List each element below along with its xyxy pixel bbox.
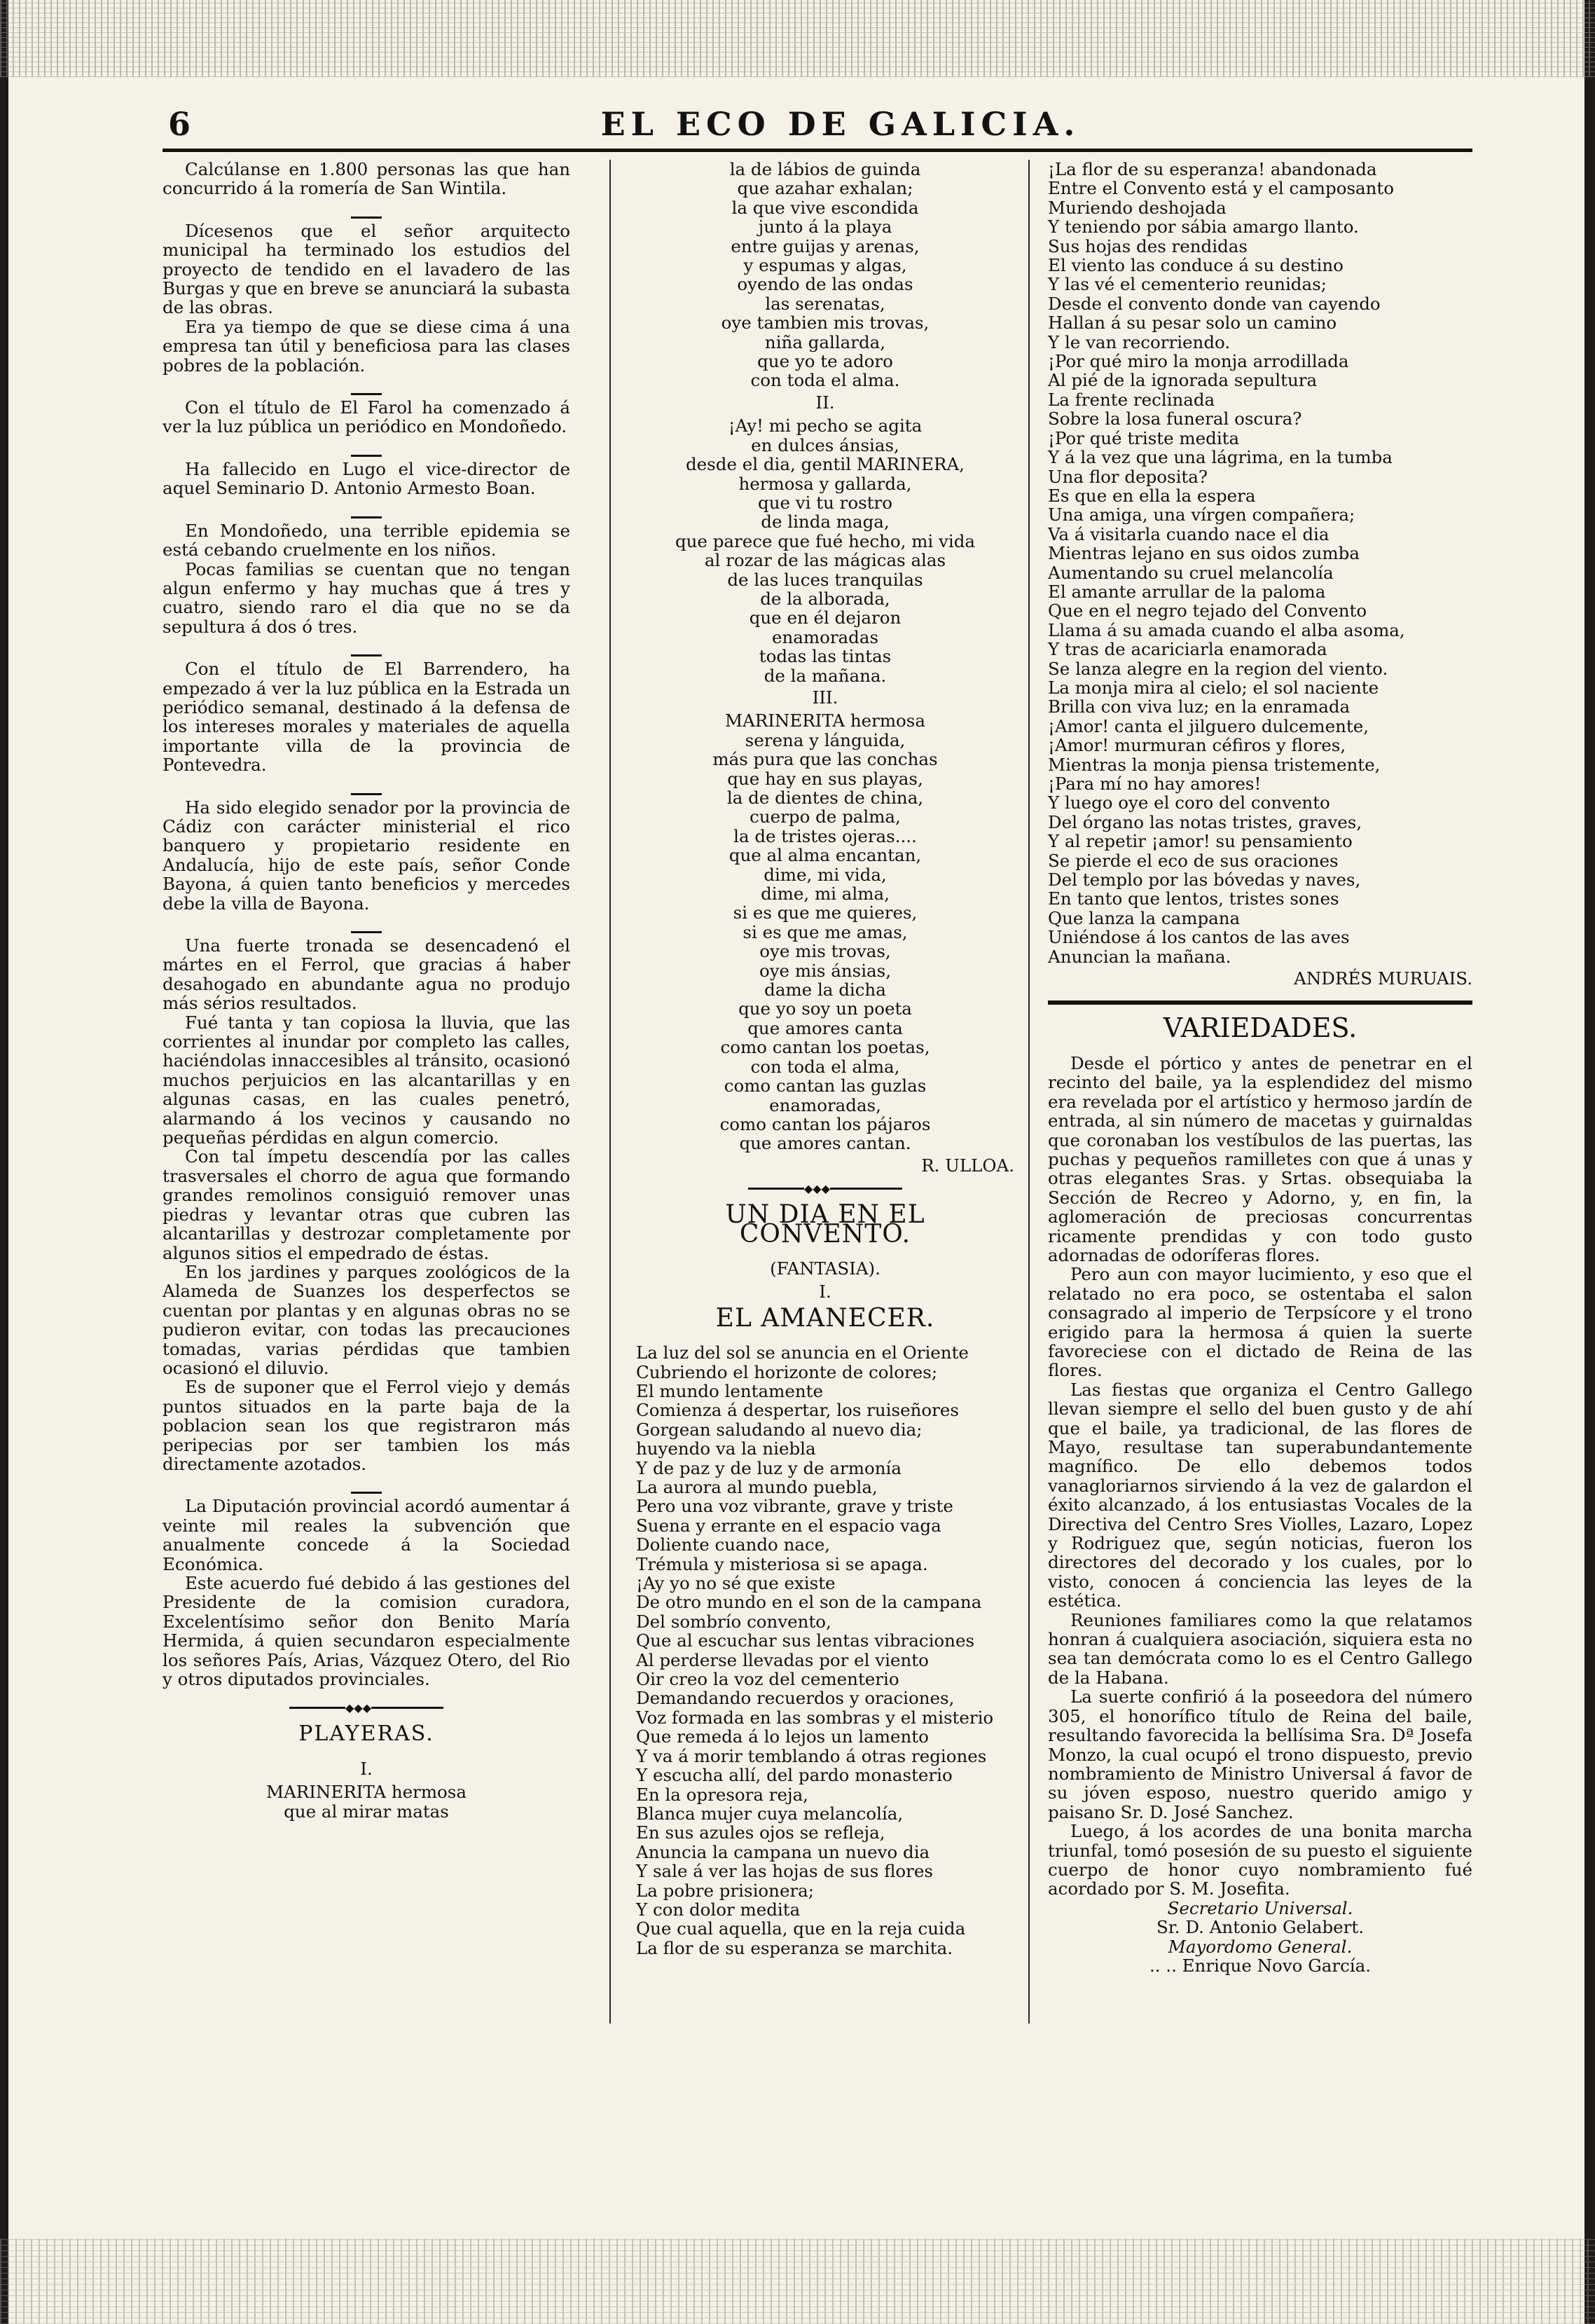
news-paragraph: Era ya tiempo de que se diese cima á una empresa tan útil y beneficiosa para las clases pobres de la población. bbox=[163, 316, 570, 376]
news-paragraph: Pero aun con mayor lucimiento, y eso que el relatado no era poco, se ostentaba el salon consagrado al imperio de Terpsícore y el trono erigido para la hermosa á quien la suerte favoreciese con el dictado de Reina de las flores. bbox=[1048, 1264, 1472, 1381]
closing-line: .. .. Enrique Novo García. bbox=[1149, 1955, 1372, 1976]
poem-line: MARINERITA hermosa bbox=[725, 710, 925, 731]
poem-line: Anuncia la campana un nuevo dia bbox=[636, 1841, 930, 1862]
poem-line: las serenatas, bbox=[765, 293, 885, 314]
news-paragraph: Ha sido elegido senador por la provincia de Cádiz con carácter ministerial el rico banquero y propietario residente en Andalucía, hijo de este país, señor Conde Bayona, á quien tanto beneficios y mercedes debe la villa de Bayona. bbox=[163, 797, 570, 914]
separator bbox=[351, 931, 382, 933]
poem-line: De otro mundo en el son de la campana bbox=[636, 1592, 982, 1613]
poem-line: junto á la playa bbox=[758, 216, 892, 238]
poem-line: de la alborada, bbox=[760, 588, 890, 609]
news-paragraph: Con tal ímpetu descendía por las calles trasversales el chorro de agua que formando grandes remolinos consiguió remover unas piedras y levantar otras que cubren las alcantarillas y destrozar completamente por algunos sitios el empedrado de éstas. bbox=[163, 1146, 570, 1263]
poem-line: Se lanza alegre en la region del viento. bbox=[1048, 658, 1388, 679]
column-2 bbox=[636, 160, 1014, 1958]
poem-line: Doliente cuando nace, bbox=[636, 1534, 830, 1555]
poem-line: oye tambien mis trovas, bbox=[721, 312, 930, 334]
poem-line: Suena y errante en el espacio vaga bbox=[636, 1515, 941, 1536]
poem-line: con toda el alma, bbox=[750, 1056, 900, 1077]
poem-line: Que cual aquella, que en la reja cuida bbox=[636, 1918, 966, 1939]
news-paragraph: Es de suponer que el Ferrol viejo y demás puntos situados en la parte baja de la poblacion sean los que registraron más peripecias por ser tambien los más directamente azotados. bbox=[163, 1377, 570, 1474]
poem-line: oyendo de las ondas bbox=[737, 274, 913, 295]
poem-line: Una amiga, una vírgen compañera; bbox=[1048, 504, 1355, 525]
poem-line: Uniéndose á los cantos de las aves bbox=[1048, 927, 1350, 948]
scan-edge-left bbox=[0, 0, 8, 2324]
poem-line: Sus hojas des rendidas bbox=[1048, 235, 1248, 256]
poem-line: hermosa y gallarda, bbox=[738, 473, 912, 494]
poem-line: que parece que fué hecho, mi vida bbox=[675, 530, 976, 551]
news-paragraph: Este acuerdo fué debido á las gestiones del Presidente de la comision curadora, Excelentísimo señor don Benito María Hermida, á quien secundaron especialmente los señores País, Arias, Vázquez Otero, del Rio y otros diputados provinciales. bbox=[163, 1573, 570, 1690]
poem-line: la de tristes ojeras.... bbox=[733, 825, 917, 846]
poem-line: Y con dolor medita bbox=[636, 1899, 801, 1920]
poem-line: al rozar de las mágicas alas bbox=[704, 550, 946, 571]
scan-noise-top bbox=[0, 0, 1595, 77]
poem-line: Y sale á ver las hojas de sus flores bbox=[636, 1861, 933, 1882]
poem-line: Que en el negro tejado del Convento bbox=[1048, 600, 1367, 621]
poem-part-number: I. bbox=[360, 1758, 373, 1779]
poem-line: todas las tintas bbox=[759, 646, 892, 667]
poem-line: La flor de su esperanza se marchita. bbox=[636, 1937, 953, 1958]
poem-line: Brilla con viva luz; en la enramada bbox=[1048, 696, 1351, 717]
news-paragraph: Dícesenos que el señor arquitecto municipal ha terminado los estudios del proyecto de tendido en el lavadero de las Burgas y que en breve se anunciará la subasta de las obras. bbox=[163, 220, 570, 318]
news-paragraph: Una fuerte tronada se desencadenó el mártes en el Ferrol, que gracias á haber desahogado en abundante agua no produjo más sérios resultados. bbox=[163, 935, 570, 1014]
poem-continuation bbox=[1048, 160, 1472, 966]
poem-line: que al alma encantan, bbox=[729, 845, 922, 866]
poem-line: la de lábios de guinda bbox=[729, 159, 921, 179]
poem-line: Sobre la losa funeral oscura? bbox=[1048, 408, 1302, 429]
closing-line: Mayordomo General. bbox=[1168, 1936, 1353, 1957]
poem-line: la de dientes de china, bbox=[726, 788, 924, 808]
section-title-playeras: PLAYERAS. bbox=[298, 1721, 434, 1747]
header-rule bbox=[163, 149, 1472, 152]
poem-line: como cantan los pájaros bbox=[719, 1113, 931, 1134]
poem-line: cuerpo de palma, bbox=[750, 806, 901, 827]
poem-line: En la opresora reja, bbox=[636, 1784, 808, 1805]
poem-line: que yo te adoro bbox=[757, 351, 893, 372]
section-title-variedades: VARIEDADES. bbox=[1048, 1001, 1472, 1038]
poem-line: Y las vé el cementerio reunidas; bbox=[1048, 274, 1327, 295]
news-paragraph: Ha fallecido en Lugo el vice-director de aquel Seminario D. Antonio Armesto Boan. bbox=[163, 458, 570, 499]
poem-stanza-2 bbox=[636, 416, 1014, 685]
scan-edge-right bbox=[1584, 0, 1595, 2324]
poem-line: con toda el alma. bbox=[750, 370, 900, 391]
poem-line: Una flor deposita? bbox=[1048, 466, 1208, 487]
poem-line: ¡Ay yo no sé que existe bbox=[636, 1573, 836, 1594]
column-1 bbox=[163, 160, 570, 1821]
news-paragraph: Las fiestas que organiza el Centro Gallego llevan siempre el sello del buen gusto y de ahí que el baile, ya tradicional, de las flores de Mayo, resultase tan superabundantemente magnífico. De ello debemos todos vanagloriarnos sirviendo á la vez de galardon el éxito alcanzado, á los entusiastas Vocales de la Directiva del Centro Sres Violles, Lazaro, Lopez y Rodriguez que, según noticias, fueron los directores del decorado y los cuales, por lo visto, conocen á conciencia las leyes de la estética. bbox=[1048, 1379, 1472, 1611]
news-paragraph: La suerte confirió á la poseedora del número 305, el honorífico título de Reina del baile, resultando favorecida la bellísima Sra. Dª Josefa Monzo, la cual ocupó el trono dispuesto, previo nombramiento de Ministro Universal á favor de su jóven esposo, nuestro querido amigo y paisano Sr. D. José Sanchez. bbox=[1048, 1686, 1472, 1822]
poem-line: ¡Ay! mi pecho se agita bbox=[728, 415, 923, 436]
poem-line: El mundo lentamente bbox=[636, 1380, 823, 1401]
poem-line: desde el dia, gentil MARINERA, bbox=[686, 454, 965, 475]
poem-line: enamoradas, bbox=[769, 1094, 881, 1115]
separator bbox=[351, 455, 382, 457]
poem-line: Y le van recorriendo. bbox=[1048, 331, 1231, 352]
poem-part-number: I. bbox=[819, 1281, 831, 1302]
poem-line: niña gallarda, bbox=[764, 331, 886, 352]
poem-stanza-3 bbox=[636, 711, 1014, 1153]
poem-line: Del templo por las bóvedas y naves, bbox=[1048, 869, 1361, 891]
poem-line: Que remeda á lo lejos un lamento bbox=[636, 1726, 929, 1747]
poem-line: oye mis ánsias, bbox=[759, 960, 892, 981]
poem-line: Del órgano las notas tristes, graves, bbox=[1048, 811, 1362, 832]
column-3 bbox=[1048, 160, 1472, 1975]
poem-line: serena y lánguida, bbox=[745, 729, 906, 750]
poem-line: Y luego oye el coro del convento bbox=[1048, 792, 1330, 813]
poem-line: ¡Por qué miro la monja arrodillada bbox=[1048, 351, 1349, 372]
page-number: 6 bbox=[168, 105, 191, 143]
poem-line: Y teniendo por sábia amargo llanto. bbox=[1048, 216, 1359, 238]
poem-line: Aumentando su cruel melancolía bbox=[1048, 562, 1334, 583]
poem-part-number: III. bbox=[812, 687, 838, 708]
separator bbox=[351, 216, 382, 219]
article-subtitle: (FANTASIA). bbox=[770, 1258, 881, 1279]
poem-line: Que lanza la campana bbox=[1048, 907, 1241, 928]
poem-line: Blanca mujer cuya melancolía, bbox=[636, 1803, 904, 1824]
article-title: UN DIA EN EL CONVENTO. bbox=[725, 1200, 925, 1249]
poem-line: oye mis trovas, bbox=[759, 941, 891, 962]
closing-line: Sr. D. Antonio Gelabert. bbox=[1156, 1917, 1364, 1938]
poem-line: entre guijas y arenas, bbox=[731, 235, 920, 256]
poem-line: como cantan las guzlas bbox=[724, 1075, 927, 1096]
column-rule-2 bbox=[1028, 160, 1030, 2023]
poem-line: Comienza á despertar, los ruiseñores bbox=[636, 1400, 959, 1421]
poem-line: si es que me quieres, bbox=[733, 902, 918, 923]
news-paragraph: Con el título de El Farol ha comenzado á ver la luz pública un periódico en Mondoñedo. bbox=[163, 397, 570, 437]
poem-line: Y á la vez que una lágrima, en la tumba bbox=[1048, 447, 1393, 468]
poem-line: y espumas y algas, bbox=[743, 255, 907, 276]
poem-line: Trémula y misteriosa si se apaga. bbox=[636, 1553, 928, 1574]
poem-part-number: II. bbox=[815, 392, 835, 413]
news-paragraph: En Mondoñedo, una terrible epidemia se está cebando cruelmente en los niños. bbox=[163, 520, 570, 561]
poem-line: Va á visitarla cuando nace el dia bbox=[1048, 523, 1330, 544]
news-paragraph: Desde el pórtico y antes de penetrar en el recinto del baile, ya la esplendidez del mismo era revelada por el artístico y hermoso jardín de entrada, al sin número de macetas y guirnaldas que coronaban los vestíbulos de las puertas, las puchas y pequeños ramilletes con que á unas y otras elegantes Sras. y Srtas. obsequiaba la Sección de Recreo y Adorno, y, en fin, la aglomeración de preciosas concurrentas ricamente prendidas y con todo gusto adornadas de odoríferas flores. bbox=[1048, 1052, 1472, 1265]
poem-line: que amores cantan. bbox=[739, 1133, 911, 1154]
poem-line: MARINERITA hermosa bbox=[266, 1782, 467, 1803]
separator bbox=[351, 793, 382, 795]
poem-line: En sus azules ojos se refleja, bbox=[636, 1822, 885, 1843]
poem-stanza-4 bbox=[636, 1343, 1014, 1958]
column-rule-1 bbox=[609, 160, 611, 2023]
poem-line: Desde el convento donde van cayendo bbox=[1048, 293, 1381, 314]
poem-line: Gorgean saludando al nuevo dia; bbox=[636, 1419, 923, 1440]
poem-line: El viento las conduce á su destino bbox=[1048, 255, 1344, 276]
poem-signature: ANDRÉS MURUAIS. bbox=[1294, 968, 1472, 989]
poem-line: dame la dicha bbox=[764, 979, 886, 1001]
poem-signature: R. ULLOA. bbox=[921, 1155, 1014, 1176]
news-paragraph: Fué tanta y tan copiosa la lluvia, que las corrientes al inundar por completo las calles, haciéndolas innaccesibles al tránsito, ocasionó muchos perjuicios en las alcantarillas y en algunas casas, en las cuales penetró, alarmando á los vecinos y causando no pequeñas pérdidas en algun comercio. bbox=[163, 1012, 570, 1148]
poem-line: ¡La flor de su esperanza! abandonada bbox=[1048, 159, 1377, 179]
poem-line: huyendo va la niebla bbox=[636, 1438, 816, 1459]
poem-line: La frente reclinada bbox=[1048, 389, 1215, 410]
separator bbox=[351, 393, 382, 395]
poem-line: que vi tu rostro bbox=[758, 492, 892, 513]
poem-line: Hallan á su pesar solo un camino bbox=[1048, 312, 1337, 334]
scan-noise-bottom bbox=[0, 2239, 1595, 2324]
poem-line: Oir creo la voz del cementerio bbox=[636, 1669, 899, 1690]
poem-stanza-1 bbox=[636, 160, 1014, 390]
ornament-divider bbox=[289, 1707, 443, 1709]
poem-line: Del sombrío convento, bbox=[636, 1611, 831, 1632]
poem-line: de las luces tranquilas bbox=[727, 569, 923, 590]
poem-line: que azahar exhalan; bbox=[737, 178, 913, 199]
news-paragraph: Pocas familias se cuentan que no tengan algun enfermo y hay muchas que á tres y cuatro, siendo raro el dia que no se da sepultura á dos ó tres. bbox=[163, 558, 570, 637]
poem-line: Y tras de acariciarla enamorada bbox=[1048, 639, 1327, 660]
poem-line: dime, mi vida, bbox=[764, 864, 887, 885]
poem-line: en dulces ánsias, bbox=[751, 434, 899, 455]
poem-line: Se pierde el eco de sus oraciones bbox=[1048, 850, 1339, 871]
poem-line: ¡Para mí no hay amores! bbox=[1048, 773, 1262, 794]
poem-line: de la mañana. bbox=[764, 665, 887, 686]
poem-line: La aurora al mundo puebla, bbox=[636, 1477, 878, 1497]
poem-line: La monja mira al cielo; el sol naciente bbox=[1048, 677, 1379, 698]
poem-line: Anuncian la mañana. bbox=[1048, 946, 1231, 967]
poem-line: que al mirar matas bbox=[284, 1801, 449, 1822]
poem-line: de linda maga, bbox=[761, 511, 890, 532]
poem-line: dime, mi alma, bbox=[761, 883, 890, 905]
news-paragraph: En los jardines y parques zoológicos de la Alameda de Suanzes los desperfectos se cuentan por plantas y en algunas obras no se pudieron evitar, con todas las precauciones tomadas, varias pérdidas que tambien ocasionó el diluvio. bbox=[163, 1261, 570, 1378]
news-paragraph: Reuniones familiares como la que relatamos honran á cualquiera asociación, siquiera esta no sea tan demócrata como lo es el Centro Gallego de la Habana. bbox=[1048, 1609, 1472, 1688]
poem-line: si es que me amas, bbox=[743, 921, 908, 942]
poem-line: El amante arrullar de la paloma bbox=[1048, 581, 1326, 602]
ornament-divider bbox=[748, 1188, 902, 1190]
poem-line: Al pié de la ignorada sepultura bbox=[1048, 370, 1318, 391]
poem-line: La luz del sol se anuncia en el Oriente bbox=[636, 1342, 969, 1363]
closing-line: Secretario Universal. bbox=[1167, 1897, 1353, 1918]
poem-line: Y escucha allí, del pardo monasterio bbox=[636, 1765, 953, 1786]
poem-line: la que vive escondida bbox=[731, 197, 919, 218]
poem-line: Mientras lejano en sus oidos zumba bbox=[1048, 543, 1360, 564]
poem-line: Que al escuchar sus lentas vibraciones bbox=[636, 1630, 975, 1651]
separator bbox=[351, 516, 382, 518]
poem-line: Y al repetir ¡amor! su pensamiento bbox=[1048, 831, 1353, 852]
poem-line: ¡Amor! canta el jilguero dulcemente, bbox=[1048, 715, 1369, 736]
poem-line: Voz formada en las sombras y el misterio bbox=[636, 1707, 994, 1728]
poem-line: Y va á morir temblando á otras regiones bbox=[636, 1745, 987, 1766]
news-paragraph: Luego, á los acordes de una bonita marcha triunfal, tomó posesión de su puesto el siguiente cuerpo de honor cuyo nombramiento fué acordado por S. M. Josefita. bbox=[1048, 1821, 1472, 1899]
poem-line: En tanto que lentos, tristes sones bbox=[1048, 888, 1339, 909]
news-paragraph: Calcúlanse en 1.800 personas las que han concurrido á la romería de San Wintila. bbox=[163, 159, 570, 199]
masthead: EL ECO DE GALICIA. bbox=[600, 105, 1081, 143]
news-paragraph: La Diputación provincial acordó aumentar á veinte mil reales la subvención que anualmente concede á la Sociedad Económica. bbox=[163, 1496, 570, 1574]
poem-line: más pura que las conchas bbox=[712, 749, 938, 770]
poem-line: que amores canta bbox=[747, 1017, 903, 1038]
separator bbox=[351, 654, 382, 656]
poem-line: Demandando recuerdos y oraciones, bbox=[636, 1688, 955, 1709]
poem-line: Y de paz y de luz y de armonía bbox=[636, 1457, 902, 1478]
poem-line: Pero una voz vibrante, grave y triste bbox=[636, 1496, 953, 1517]
poem-line: que en él dejaron bbox=[749, 607, 902, 628]
poem-line: Entre el Convento está y el camposanto bbox=[1048, 178, 1395, 199]
poem-line: que hay en sus playas, bbox=[727, 768, 923, 789]
poem-line: La pobre prisionera; bbox=[636, 1880, 815, 1901]
poem-line: Es que en ella la espera bbox=[1048, 485, 1256, 506]
separator bbox=[351, 1492, 382, 1494]
poem-line: ¡Por qué triste medita bbox=[1048, 427, 1240, 448]
poem-line: como cantan los poetas, bbox=[720, 1037, 930, 1058]
poem-line: Llama á su amada cuando el alba asoma, bbox=[1048, 619, 1405, 640]
section-title-amanecer: EL AMANECER. bbox=[715, 1303, 935, 1333]
poem-line: ¡Amor! murmuran céfiros y flores, bbox=[1048, 735, 1346, 756]
news-paragraph: Con el título de El Barrendero, ha empezado á ver la luz pública en la Estrada un periódico semanal, destinado á la defensa de los intereses morales y materiales de aquella importante villa de la provincia de Pontevedra. bbox=[163, 659, 570, 776]
poem-line: Al perderse llevadas por el viento bbox=[636, 1649, 929, 1670]
poem-line: Muriendo deshojada bbox=[1048, 197, 1227, 218]
poem-line: Cubriendo el horizonte de colores; bbox=[636, 1361, 938, 1382]
poem-line: Mientras la monja piensa tristemente, bbox=[1048, 754, 1381, 775]
poem-line: enamoradas bbox=[771, 626, 879, 647]
poem-line: que yo soy un poeta bbox=[738, 998, 912, 1019]
